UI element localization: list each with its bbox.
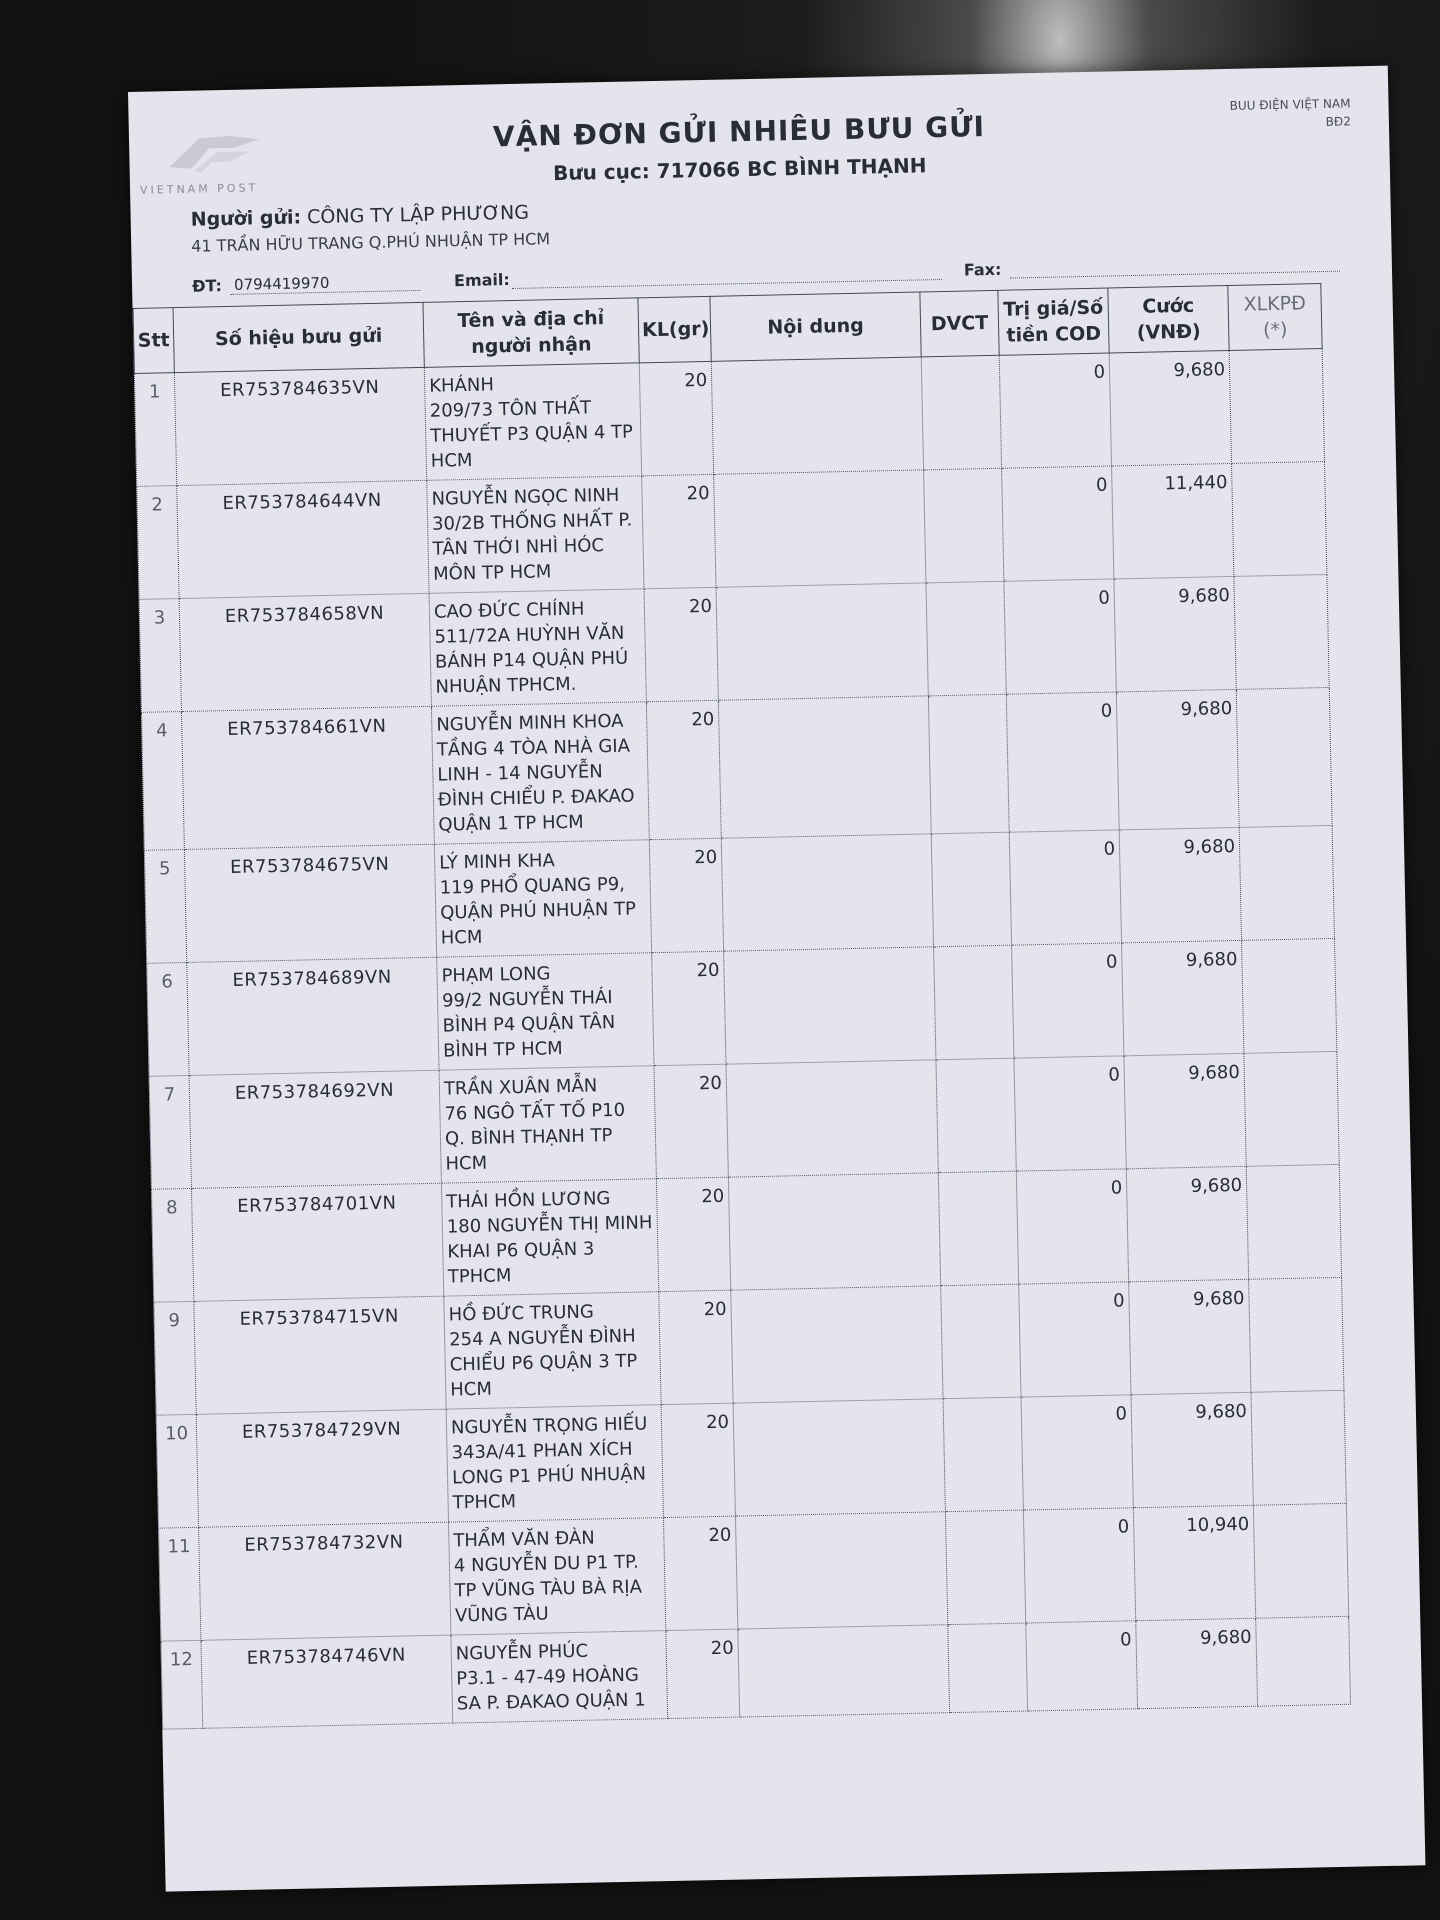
recipient-address: 99/2 NGUYỄN THÁI BÌNH P4 QUẬN TÂN BÌNH TP HCM: [441, 987, 616, 1062]
row-cod: 0: [1026, 1621, 1138, 1711]
row-stt: 2: [137, 486, 179, 600]
row-weight: 20: [659, 1290, 733, 1404]
recipient-name: PHẠM LONG: [441, 963, 551, 987]
header-recipient: Tên và địa chỉ người nhận: [423, 298, 639, 367]
row-recipient: [441, 1179, 658, 1296]
fax-label: Fax:: [963, 259, 1002, 280]
row-fee: 9,680: [1126, 1166, 1248, 1281]
document-title: VẬN ĐƠN GỬI NHIÊU BƯU GỬI: [492, 110, 986, 154]
row-recipient: [439, 1066, 656, 1183]
row-weight: 20: [661, 1403, 735, 1517]
row-content: [714, 470, 926, 587]
row-recipient: [451, 1631, 668, 1723]
recipient-name: CAO ĐỨC CHÍNH: [433, 598, 585, 623]
recipient-address: 209/73 TÔN THẤT THUYẾT P3 QUẬN 4 TP HCM: [429, 397, 634, 472]
row-recipient: [437, 953, 654, 1070]
form-code: BĐ2: [1325, 114, 1352, 129]
header-cod: Trị giá/Số tiền COD: [998, 288, 1109, 355]
recipient-name: KHÁNH: [429, 374, 495, 397]
header-content: Nội dung: [710, 292, 921, 361]
row-dvct: [921, 355, 1001, 470]
row-fee: 9,680: [1124, 1053, 1246, 1168]
row-weight: 20: [654, 1064, 728, 1178]
phone-label: ĐT:: [191, 276, 223, 296]
row-tracking-number: ER753784715VN: [194, 1296, 446, 1414]
row-stt: 1: [134, 373, 176, 487]
row-content: [728, 1173, 940, 1290]
row-cod: 0: [999, 353, 1111, 468]
row-recipient: [434, 840, 651, 957]
row-recipient: [427, 476, 644, 593]
row-tracking-number: ER753784732VN: [199, 1522, 451, 1640]
waybill-document: [128, 66, 1425, 1892]
row-stt: 3: [139, 599, 181, 713]
row-recipient: [429, 589, 646, 706]
row-cod: 0: [1019, 1282, 1131, 1397]
row-dvct: [943, 1397, 1023, 1512]
row-xlkpd: [1236, 687, 1332, 827]
row-stt: 9: [154, 1301, 196, 1415]
row-weight: 20: [639, 361, 713, 475]
row-dvct: [945, 1510, 1025, 1625]
row-tracking-number: ER753784729VN: [196, 1409, 448, 1527]
row-tracking-number: ER753784644VN: [177, 480, 429, 598]
row-fee: 9,680: [1129, 1279, 1251, 1394]
header-xlkpd: XLKPĐ (*): [1228, 284, 1322, 351]
recipient-name: TRẦN XUÂN MẪN: [443, 1075, 598, 1100]
row-cod: 0: [1016, 1169, 1128, 1284]
row-stt: 10: [156, 1414, 198, 1528]
row-stt: 6: [147, 962, 189, 1076]
sender-address: 41 TRẦN HỮU TRANG Q.PHÚ NHUẬN TP HCM: [191, 229, 551, 256]
row-content: [711, 357, 923, 474]
row-stt: 8: [151, 1188, 193, 1302]
row-recipient: [449, 1518, 666, 1635]
row-content: [731, 1286, 943, 1403]
row-tracking-number: ER753784675VN: [184, 844, 436, 962]
row-cod: 0: [1021, 1395, 1133, 1510]
row-tracking-number: ER753784692VN: [189, 1070, 441, 1188]
row-xlkpd: [1249, 1277, 1344, 1392]
recipient-address: 30/2B THỐNG NHẤT P. TÂN THỚI NHÌ HÓC MÔN TP HCM: [431, 509, 633, 585]
row-recipient: [446, 1405, 663, 1522]
row-weight: 20: [666, 1629, 740, 1718]
recipient-address: 4 NGUYỄN DU P1 TP. TP VŨNG TÀU BÀ RỊA VŨNG TÀU: [453, 1551, 643, 1627]
recipient-address: P3.1 - 47-49 HOÀNG SA P. ĐAKAO QUẬN 1: [456, 1664, 646, 1715]
sender-line: [190, 202, 529, 231]
row-fee: 9,680: [1116, 689, 1239, 829]
row-dvct: [948, 1623, 1028, 1713]
row-tracking-number: ER753784635VN: [174, 367, 426, 485]
recipient-name: NGUYỄN TRỌNG HIẾU: [450, 1413, 648, 1439]
recipient-address: 511/72A HUỲNH VĂN BÁNH P14 QUẬN PHÚ NHUẬN TPHCM.: [434, 622, 629, 698]
organization-block: [1230, 94, 1352, 133]
row-dvct: [938, 1171, 1018, 1286]
row-cod: 0: [1002, 466, 1114, 581]
row-fee: 10,940: [1133, 1505, 1255, 1620]
recipient-name: LÝ MINH KHA: [438, 850, 555, 874]
recipient-address: 254 A NGUYỄN ĐÌNH CHIỂU P6 QUẬN 3 TP HCM: [448, 1325, 638, 1401]
email-label: Email:: [453, 270, 510, 291]
recipient-address: 119 PHỔ QUANG P9, QUẬN PHÚ NHUẬN TP HCM: [439, 873, 637, 949]
recipient-name: HỒ ĐỨC TRUNG: [448, 1301, 595, 1326]
row-xlkpd: [1244, 1051, 1339, 1166]
row-dvct: [931, 832, 1011, 947]
row-content: [735, 1512, 947, 1629]
row-dvct: [928, 694, 1009, 834]
header-tracking-number: Số hiệu bưu gửi: [173, 302, 424, 372]
logo-text: VIETNAM POST: [139, 181, 259, 197]
recipient-name: NGUYỄN MINH KHOA: [436, 710, 624, 736]
row-tracking-number: ER753784658VN: [179, 593, 431, 711]
row-tracking-number: ER753784746VN: [201, 1635, 453, 1728]
recipient-address: TẦNG 4 TÒA NHÀ GIA LINH - 14 NGUYỄN ĐÌNH CHIỂU P. ĐAKAO QUẬN 1 TP HCM: [436, 735, 635, 836]
recipient-name: THẨM VĂN ĐÀN: [453, 1527, 595, 1552]
row-stt: 7: [149, 1075, 191, 1189]
row-weight: 20: [642, 474, 716, 588]
row-tracking-number: ER753784701VN: [191, 1183, 443, 1301]
row-fee: 9,680: [1131, 1392, 1253, 1507]
recipient-address: 76 NGÔ TẤT TỐ P10 Q. BÌNH THẠNH TP HCM: [444, 1099, 626, 1175]
recipient-name: THÁI HỒN LƯƠNG: [446, 1188, 611, 1213]
row-fee: 9,680: [1119, 827, 1241, 942]
row-cod: 0: [1023, 1508, 1135, 1623]
recipient-name: NGUYỄN PHÚC: [455, 1640, 589, 1665]
row-stt: 5: [144, 849, 186, 963]
row-stt: 4: [141, 712, 184, 851]
fax-dotted-line: [1010, 271, 1340, 279]
recipient-address: 180 NGUYỄN THỊ MINH KHAI P6 QUẬN 3 TPHCM: [446, 1212, 653, 1288]
row-xlkpd: [1253, 1503, 1348, 1618]
sender-label: Người gửi:: [190, 206, 302, 231]
organization-name: BUU ĐIỆN VIỆT NAM: [1229, 96, 1351, 113]
row-tracking-number: ER753784661VN: [181, 706, 434, 849]
row-xlkpd: [1242, 938, 1337, 1053]
row-dvct: [924, 468, 1004, 583]
row-fee: 9,680: [1114, 576, 1236, 691]
recipient-name: NGUYỄN NGỌC NINH: [431, 484, 620, 510]
row-weight: 20: [649, 838, 723, 952]
row-fee: 9,680: [1136, 1618, 1258, 1708]
header-dvct: DVCT: [920, 290, 999, 357]
row-weight: 20: [646, 700, 721, 839]
row-xlkpd: [1229, 349, 1324, 464]
header-weight: KL(gr): [638, 296, 711, 362]
table-row: [141, 687, 1332, 850]
row-recipient: [431, 702, 649, 844]
shipment-table: [133, 283, 1352, 1730]
row-weight: 20: [644, 587, 718, 701]
row-xlkpd: [1239, 825, 1334, 940]
row-content: [721, 834, 933, 951]
phone-value: 0794419970: [233, 273, 330, 294]
post-office: Bưu cục: 717066 BC BÌNH THẠNH: [552, 153, 927, 186]
row-content: [724, 947, 936, 1064]
row-cod: 0: [1009, 830, 1121, 945]
row-tracking-number: ER753784689VN: [187, 957, 439, 1075]
row-xlkpd: [1246, 1164, 1341, 1279]
row-dvct: [934, 945, 1014, 1060]
row-content: [716, 583, 928, 700]
row-content: [733, 1399, 945, 1516]
recipient-address: 343A/41 PHAN XÍCH LONG P1 PHÚ NHUẬN TPHCM: [451, 1438, 647, 1514]
row-fee: 9,680: [1122, 940, 1244, 1055]
row-weight: 20: [652, 951, 726, 1065]
row-cod: 0: [1004, 579, 1116, 694]
row-cod: 0: [1012, 943, 1124, 1058]
row-weight: 20: [656, 1177, 730, 1291]
sender-name: CÔNG TY LẬP PHƯƠNG: [306, 201, 530, 229]
row-dvct: [936, 1058, 1016, 1173]
row-stt: 12: [161, 1640, 203, 1729]
row-xlkpd: [1232, 462, 1327, 577]
row-content: [738, 1625, 950, 1717]
row-cod: 0: [1014, 1056, 1126, 1171]
row-recipient: [444, 1292, 661, 1409]
row-xlkpd: [1256, 1616, 1351, 1706]
row-xlkpd: [1251, 1390, 1346, 1505]
row-stt: 11: [159, 1527, 201, 1641]
row-weight: 20: [663, 1516, 737, 1630]
row-dvct: [926, 581, 1006, 696]
row-fee: 11,440: [1112, 463, 1234, 578]
header-fee: Cước (VNĐ): [1108, 286, 1229, 353]
row-recipient: [424, 363, 641, 480]
header-stt: Stt: [133, 308, 174, 374]
row-xlkpd: [1234, 574, 1329, 689]
row-dvct: [941, 1284, 1021, 1399]
email-dotted-line: [512, 279, 942, 289]
vietnam-post-logo-icon: [139, 125, 290, 188]
row-cod: 0: [1006, 692, 1119, 832]
row-content: [718, 696, 931, 838]
row-content: [726, 1060, 938, 1177]
row-fee: 9,680: [1109, 350, 1231, 465]
